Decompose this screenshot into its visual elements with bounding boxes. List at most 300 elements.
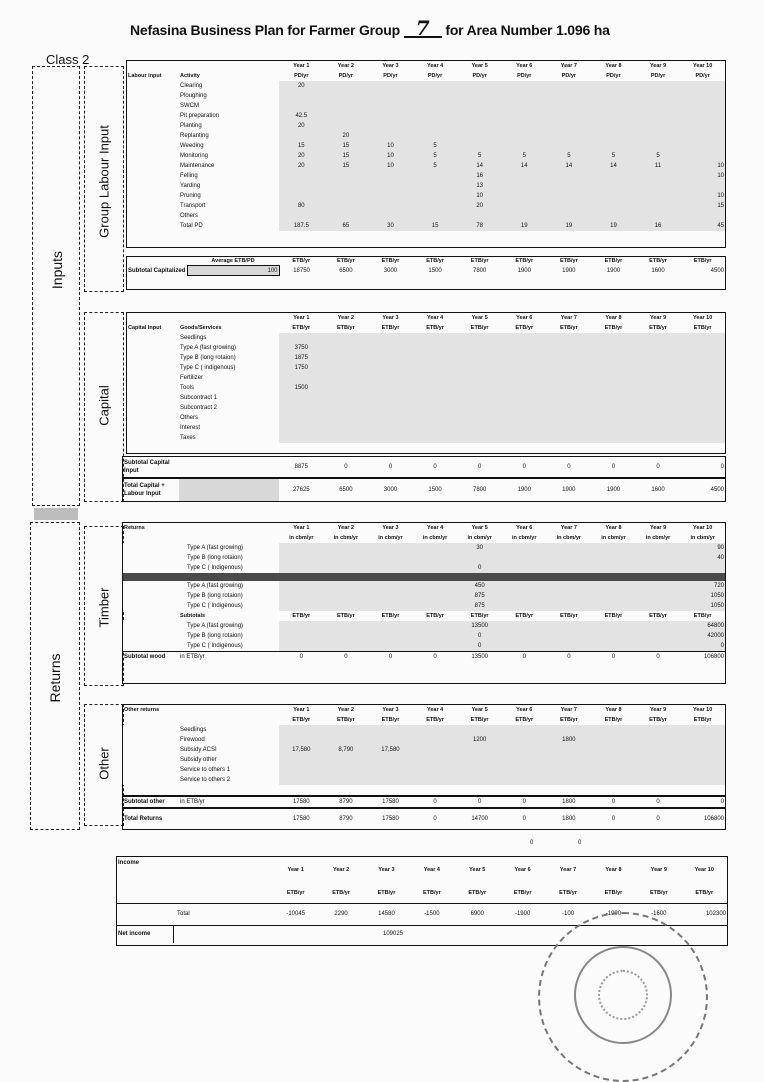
labour-pd-cell bbox=[457, 101, 502, 111]
capital-cell bbox=[457, 393, 502, 403]
capital-cell bbox=[368, 383, 413, 393]
labour-pd-cell: 10 bbox=[680, 161, 725, 171]
capital-cell bbox=[413, 423, 458, 433]
col-other-returns: Other returns bbox=[124, 707, 160, 713]
labour-subtotal-cell: 1900 bbox=[562, 267, 576, 274]
timber-volume-row bbox=[123, 543, 725, 553]
timber-subtotal-cell: 0 bbox=[457, 631, 502, 641]
capital-cell bbox=[547, 433, 592, 443]
labour-activity-row bbox=[127, 81, 725, 91]
capital-cell bbox=[502, 333, 547, 343]
timber-type-label: Type A (fast growing) bbox=[179, 581, 279, 591]
subtotal-wood-cell: 106800 bbox=[703, 654, 724, 660]
timber-volume-cell bbox=[368, 543, 413, 553]
labour-subtotal-cell: 7800 bbox=[472, 267, 487, 274]
capital-subtotal-cell: 0 bbox=[344, 464, 348, 470]
capital-cell bbox=[636, 373, 681, 383]
other-return-row bbox=[123, 775, 725, 785]
activity-label: Transport bbox=[179, 201, 279, 211]
timber-type-label: Type C ( Indigenous) bbox=[179, 641, 279, 652]
labour-activity-row bbox=[127, 221, 725, 231]
total-capital-labour-box bbox=[122, 478, 726, 502]
labour-pd-cell bbox=[591, 211, 636, 221]
unit-header: ETB/yr bbox=[515, 325, 534, 331]
capital-cell bbox=[457, 353, 502, 363]
capital-cell bbox=[413, 433, 458, 443]
year-header: Year 3 bbox=[382, 63, 399, 69]
capital-cell bbox=[502, 363, 547, 373]
row-spacer bbox=[127, 121, 179, 131]
income-total-cell: -1900 bbox=[605, 911, 622, 917]
labour-pd-cell bbox=[413, 131, 458, 141]
other-subtotal-cell: 0 bbox=[522, 799, 526, 805]
labour-pd-cell: 10 bbox=[368, 151, 413, 161]
labour-pd-cell bbox=[680, 91, 725, 101]
capital-cell bbox=[547, 363, 592, 373]
net-income-label: Net income bbox=[118, 931, 151, 938]
unit-header: ETB/yr bbox=[515, 258, 534, 265]
labour-pd-cell bbox=[680, 121, 725, 131]
labour-pd-cell bbox=[413, 191, 458, 201]
timber-subtotal-cell bbox=[368, 621, 413, 631]
labour-pd-cell bbox=[547, 121, 592, 131]
labour-activity-row bbox=[127, 171, 725, 181]
labour-subtotal-cell: 6500 bbox=[339, 267, 353, 274]
year-header: Year 2 bbox=[337, 525, 354, 531]
subtotal-wood-cell: 0 bbox=[344, 654, 348, 660]
subtotal-capitalized-label: Subtotal Capitalized bbox=[128, 267, 186, 274]
total-capital-labour-label: Total Capital + Labour Input bbox=[124, 483, 165, 497]
labour-pd-cell: 13 bbox=[457, 181, 502, 191]
labour-pd-cell bbox=[502, 91, 547, 101]
capital-header-years bbox=[127, 313, 725, 323]
labour-pd-cell bbox=[368, 181, 413, 191]
labour-pd-cell bbox=[324, 191, 369, 201]
row-spacer bbox=[127, 141, 179, 151]
capital-cell bbox=[279, 333, 324, 343]
unit-header: PD/yr bbox=[650, 73, 666, 79]
labour-pd-cell bbox=[680, 131, 725, 141]
other-return-cell bbox=[547, 765, 592, 775]
capital-cell bbox=[279, 393, 324, 403]
labour-pd-cell bbox=[680, 181, 725, 191]
timber-subtotal-cell bbox=[591, 641, 636, 652]
timber-volume-cell bbox=[279, 563, 324, 573]
capital-cell bbox=[636, 333, 681, 343]
year-header: Year 6 bbox=[516, 315, 533, 321]
other-subtotal-cell: 0 bbox=[611, 799, 616, 805]
row-spacer bbox=[127, 81, 179, 91]
row-spacer bbox=[123, 725, 179, 735]
capital-item-label: Type A (fast growing) bbox=[179, 343, 279, 353]
below-total-value: 0 bbox=[578, 840, 582, 846]
capital-total-cell: 1900 bbox=[606, 487, 621, 493]
unit-header: ETB/yr bbox=[693, 325, 712, 331]
capital-total-cell: 1900 bbox=[517, 487, 531, 493]
capital-cell bbox=[368, 393, 413, 403]
year-header: Year 6 bbox=[516, 707, 533, 713]
labour-pd-cell bbox=[636, 121, 681, 131]
unit-header: ETB/yr bbox=[377, 889, 396, 896]
timber-price-cell bbox=[413, 591, 458, 601]
capital-cell: 1875 bbox=[279, 353, 324, 363]
row-spacer bbox=[127, 363, 179, 373]
row-spacer bbox=[123, 631, 179, 641]
labour-pd-cell: 11 bbox=[636, 161, 681, 171]
timber-price-cell bbox=[547, 601, 592, 611]
capital-subtotal-cell: 0 bbox=[720, 464, 724, 470]
capital-cell bbox=[502, 353, 547, 363]
year-header: Year 3 bbox=[382, 315, 399, 321]
timber-type-label: Type B (long rotaion) bbox=[179, 591, 279, 601]
capital-cell bbox=[368, 423, 413, 433]
other-return-row bbox=[123, 765, 725, 775]
labour-pd-cell bbox=[591, 131, 636, 141]
other-return-cell bbox=[279, 725, 324, 735]
labour-pd-cell: 10 bbox=[368, 141, 413, 151]
labour-subtotal-cell: 1900 bbox=[606, 267, 621, 274]
row-spacer bbox=[127, 333, 179, 343]
row-spacer bbox=[127, 343, 179, 353]
capital-cell bbox=[279, 373, 324, 383]
labour-pd-cell bbox=[279, 191, 324, 201]
capital-item-label: Type B (long rotaion) bbox=[179, 353, 279, 363]
unit-header: in cbm/yr bbox=[512, 535, 537, 541]
labour-pd-cell: 20 bbox=[457, 201, 502, 211]
capital-subtotal-cell: 0 bbox=[567, 464, 571, 470]
other-return-cell bbox=[457, 725, 502, 735]
capital-item-label: Taxes bbox=[179, 433, 279, 443]
other-return-label: Service to others 2 bbox=[179, 775, 279, 785]
capital-item-row bbox=[127, 403, 725, 413]
timber-table bbox=[122, 522, 726, 684]
timber-price-cell bbox=[279, 601, 324, 611]
labour-pd-cell bbox=[502, 181, 547, 191]
subtotals-label: Subtotals bbox=[180, 613, 206, 619]
other-return-cell bbox=[636, 755, 681, 765]
labour-pd-cell bbox=[680, 211, 725, 221]
capital-cell bbox=[279, 413, 324, 423]
labour-pd-cell bbox=[279, 181, 324, 191]
capital-cell bbox=[636, 383, 681, 393]
col-labour-input: Labour input bbox=[128, 73, 162, 79]
labour-pd-cell: 16 bbox=[636, 221, 681, 231]
capital-cell bbox=[547, 353, 592, 363]
row-spacer bbox=[123, 755, 179, 765]
year-header: Year 3 bbox=[378, 867, 395, 873]
labour-subtotal-cell: 1500 bbox=[428, 267, 442, 274]
capital-cell bbox=[457, 403, 502, 413]
other-return-cell bbox=[680, 755, 725, 765]
capital-cell bbox=[413, 353, 458, 363]
labour-pd-cell: 15 bbox=[324, 141, 369, 151]
timber-subtotal-cell bbox=[413, 631, 458, 641]
timber-volume-cell: 0 bbox=[457, 563, 502, 573]
capital-total-cell: 1600 bbox=[651, 487, 665, 493]
capital-cell bbox=[636, 343, 681, 353]
timber-price-cell: 875 bbox=[457, 591, 502, 601]
labour-pd-cell bbox=[547, 171, 592, 181]
timber-volume-cell bbox=[279, 553, 324, 563]
capital-cell bbox=[636, 413, 681, 423]
capital-item-label: Interest bbox=[179, 423, 279, 433]
year-header: Year 10 bbox=[693, 315, 713, 321]
unit-header: PD/yr bbox=[517, 73, 532, 79]
total-returns-cell: 17580 bbox=[382, 816, 399, 822]
capital-cell bbox=[591, 343, 636, 353]
labour-pd-cell bbox=[591, 81, 636, 91]
timber-price-cell bbox=[413, 601, 458, 611]
capital-cell bbox=[591, 413, 636, 423]
subtotal-wood-unit: in ETB/yr bbox=[180, 654, 205, 660]
title-suffix: for Area Number 1.096 ha bbox=[445, 22, 610, 38]
subtotal-wood-row bbox=[123, 652, 725, 663]
other-return-cell bbox=[368, 725, 413, 735]
unit-header: ETB/yr bbox=[559, 717, 578, 723]
capital-cell: 1500 bbox=[279, 383, 324, 393]
unit-header: ETB/yr bbox=[292, 613, 311, 619]
year-header: Year 1 bbox=[293, 525, 310, 531]
other-return-cell bbox=[591, 755, 636, 765]
timber-subtotal-cell bbox=[547, 641, 592, 652]
capital-item-row bbox=[127, 423, 725, 433]
other-return-cell bbox=[279, 735, 324, 745]
row-spacer bbox=[127, 433, 179, 443]
row-spacer bbox=[123, 553, 179, 563]
unit-header: ETB/yr bbox=[423, 889, 441, 896]
row-spacer bbox=[123, 591, 179, 601]
labour-pd-cell bbox=[636, 91, 681, 101]
timber-volume-cell bbox=[591, 553, 636, 563]
labour-pd-cell: 15 bbox=[680, 201, 725, 211]
labour-pd-cell bbox=[457, 141, 502, 151]
labour-pd-cell: 14 bbox=[502, 161, 547, 171]
labour-activity-row bbox=[127, 201, 725, 211]
labour-pd-cell: 15 bbox=[279, 141, 324, 151]
year-header: Year 6 bbox=[516, 525, 533, 531]
unit-header: ETB/yr bbox=[426, 258, 444, 265]
capital-cell bbox=[591, 353, 636, 363]
timber-volume-cell bbox=[547, 543, 592, 553]
timber-subtotal-cell bbox=[279, 621, 324, 631]
labour-pd-cell bbox=[591, 121, 636, 131]
timber-subtotal-row bbox=[123, 631, 725, 641]
labour-subtotal-box bbox=[126, 256, 726, 290]
income-total-cell: -100 bbox=[562, 911, 575, 917]
labour-pd-cell: 15 bbox=[324, 161, 369, 171]
timber-volume-cell bbox=[279, 543, 324, 553]
timber-subtotal-cell bbox=[324, 631, 369, 641]
unit-header: ETB/yr bbox=[515, 613, 534, 619]
avg-etb-pd-label: Average ETB/PD bbox=[211, 258, 255, 264]
labour-pd-cell bbox=[502, 121, 547, 131]
capital-cell bbox=[680, 363, 725, 373]
capital-cell bbox=[547, 393, 592, 403]
labour-pd-cell: 10 bbox=[457, 191, 502, 201]
unit-header: in cbm/yr bbox=[601, 535, 626, 541]
capital-cell bbox=[680, 433, 725, 443]
other-subtotal-cell: 1800 bbox=[562, 799, 576, 805]
labour-pd-cell bbox=[324, 121, 369, 131]
unit-header: in cbm/yr bbox=[556, 535, 582, 541]
capital-cell bbox=[547, 423, 592, 433]
labour-pd-cell bbox=[502, 211, 547, 221]
capital-total-cell: 1500 bbox=[428, 487, 442, 493]
timber-subtotal-cell: 13500 bbox=[457, 621, 502, 631]
capital-cell bbox=[547, 403, 592, 413]
labour-pd-cell bbox=[324, 91, 369, 101]
year-header: Year 4 bbox=[426, 707, 444, 713]
timber-subtotal-cell bbox=[502, 631, 547, 641]
other-return-cell bbox=[324, 755, 369, 765]
other-subtotal-cell: 0 bbox=[720, 799, 724, 805]
col-capital-input: Capital Input bbox=[128, 325, 162, 331]
capital-table bbox=[126, 312, 726, 454]
other-return-label: Subsidy ACSI bbox=[179, 745, 279, 755]
timber-volume-row bbox=[123, 563, 725, 573]
unit-header: in cbm/yr bbox=[333, 535, 359, 541]
row-spacer bbox=[127, 373, 179, 383]
income-total-cell: -10045 bbox=[286, 911, 306, 917]
other-return-row bbox=[123, 745, 725, 755]
total-returns-box bbox=[122, 808, 726, 830]
labour-pd-cell: 42.5 bbox=[279, 111, 324, 121]
other-return-cell bbox=[324, 775, 369, 785]
labour-pd-cell bbox=[591, 181, 636, 191]
unit-header: ETB/yr bbox=[559, 889, 577, 896]
timber-price-cell bbox=[324, 581, 369, 591]
row-spacer bbox=[123, 611, 179, 621]
labour-pd-cell: 5 bbox=[636, 151, 681, 161]
year-header: Year 9 bbox=[649, 315, 667, 321]
labour-pd-cell bbox=[457, 111, 502, 121]
timber-volume-cell: 90 bbox=[680, 543, 725, 553]
labour-pd-cell: 5 bbox=[413, 161, 458, 171]
total-returns-cell: 0 bbox=[522, 816, 526, 822]
labour-pd-cell bbox=[680, 151, 725, 161]
capital-header-units bbox=[127, 323, 725, 333]
other-return-cell bbox=[368, 775, 413, 785]
timber-volume-cell bbox=[413, 543, 458, 553]
inputs-label: Inputs bbox=[49, 250, 65, 290]
labour-pd-cell bbox=[547, 101, 592, 111]
unit-header: PD/yr bbox=[472, 73, 487, 79]
year-header: Year 2 bbox=[337, 63, 354, 69]
income-total-cell: 6900 bbox=[470, 911, 484, 917]
capital-item-row bbox=[127, 413, 725, 423]
other-return-cell bbox=[591, 735, 636, 745]
timber-subtotal-cell bbox=[324, 641, 369, 652]
unit-header: ETB/yr bbox=[381, 613, 400, 619]
capital-total-cell: 27625 bbox=[292, 487, 310, 493]
timber-subtotal-cell bbox=[591, 631, 636, 641]
timber-subtotal-cell bbox=[636, 631, 681, 641]
unit-header: PD/yr bbox=[294, 73, 309, 79]
timber-volume-cell bbox=[502, 563, 547, 573]
avg-etb-pd-value: 100 bbox=[187, 266, 279, 276]
capital-cell bbox=[502, 343, 547, 353]
labour-pd-cell: 10 bbox=[680, 171, 725, 181]
other-return-cell bbox=[591, 725, 636, 735]
income-total-cell: -1900 bbox=[514, 911, 531, 917]
labour-pd-cell bbox=[591, 201, 636, 211]
timber-price-row bbox=[123, 591, 725, 601]
capital-cell bbox=[457, 363, 502, 373]
timber-price-row bbox=[123, 601, 725, 611]
labour-pd-cell: 20 bbox=[279, 161, 324, 171]
labour-pd-cell bbox=[457, 121, 502, 131]
unit-header: ETB/yr bbox=[381, 717, 400, 723]
capital-item-label: Subcontract 1 bbox=[179, 393, 279, 403]
timber-price-cell: 450 bbox=[457, 581, 502, 591]
labour-pd-cell: 45 bbox=[680, 221, 725, 231]
other-return-cell bbox=[636, 735, 681, 745]
labour-pd-cell bbox=[502, 141, 547, 151]
capital-cell bbox=[547, 333, 592, 343]
capital-cell bbox=[502, 373, 547, 383]
capital-item-label: Tools bbox=[179, 383, 279, 393]
capital-total-cell: 7800 bbox=[472, 487, 487, 493]
net-income-value: 109025 bbox=[383, 931, 404, 938]
col-income: Income bbox=[118, 860, 140, 866]
timber-subtotal-cell bbox=[502, 621, 547, 631]
timber-subtotal-cell: 64800 bbox=[680, 621, 725, 631]
timber-subtotal-row bbox=[123, 641, 725, 652]
year-header: Year 6 bbox=[516, 63, 533, 69]
subtotals-header-row bbox=[123, 611, 725, 621]
capital-cell bbox=[324, 373, 369, 383]
unit-header: PD/yr bbox=[606, 73, 621, 79]
subtotal-wood-cell: 0 bbox=[299, 654, 303, 660]
timber-subtotal-cell: 42000 bbox=[680, 631, 725, 641]
row-spacer bbox=[127, 423, 179, 433]
timber-price-cell bbox=[502, 581, 547, 591]
unit-header: in cbm/yr bbox=[467, 535, 492, 541]
row-spacer bbox=[123, 735, 179, 745]
year-header: Year 3 bbox=[382, 707, 399, 713]
col-returns: Returns bbox=[124, 525, 145, 531]
capital-cell bbox=[636, 423, 681, 433]
unit-header: PD/yr bbox=[427, 73, 443, 79]
unit-header: ETB/yr bbox=[286, 889, 305, 896]
labour-subtotal-cell: 1600 bbox=[651, 267, 665, 274]
other-return-cell bbox=[680, 745, 725, 755]
income-total-cell: -1500 bbox=[424, 911, 440, 917]
capital-cell bbox=[457, 333, 502, 343]
labour-pd-cell: 187.5 bbox=[279, 221, 324, 231]
unit-header: ETB/yr bbox=[695, 889, 714, 896]
year-header: Year 4 bbox=[426, 63, 444, 69]
capital-subtotal-cell: 0 bbox=[656, 464, 660, 470]
labour-activity-row bbox=[127, 131, 725, 141]
unit-header: ETB/yr bbox=[292, 325, 311, 331]
other-return-cell: 1800 bbox=[547, 735, 592, 745]
activity-label: Pit preparation bbox=[179, 111, 279, 121]
timber-type-label: Type A (fast growing) bbox=[179, 621, 279, 631]
labour-pd-cell bbox=[368, 191, 413, 201]
separator-block bbox=[34, 508, 78, 520]
row-spacer bbox=[127, 413, 179, 423]
unit-header: ETB/yr bbox=[515, 717, 534, 723]
timber-volume-cell bbox=[636, 553, 681, 563]
other-return-cell bbox=[413, 735, 458, 745]
capital-item-row bbox=[127, 363, 725, 373]
capital-cell bbox=[368, 413, 413, 423]
labour-pd-cell: 20 bbox=[324, 131, 369, 141]
timber-volume-cell bbox=[502, 553, 547, 563]
subtotal-other-label: Subtotal other bbox=[124, 799, 165, 805]
capital-cell bbox=[636, 393, 681, 403]
